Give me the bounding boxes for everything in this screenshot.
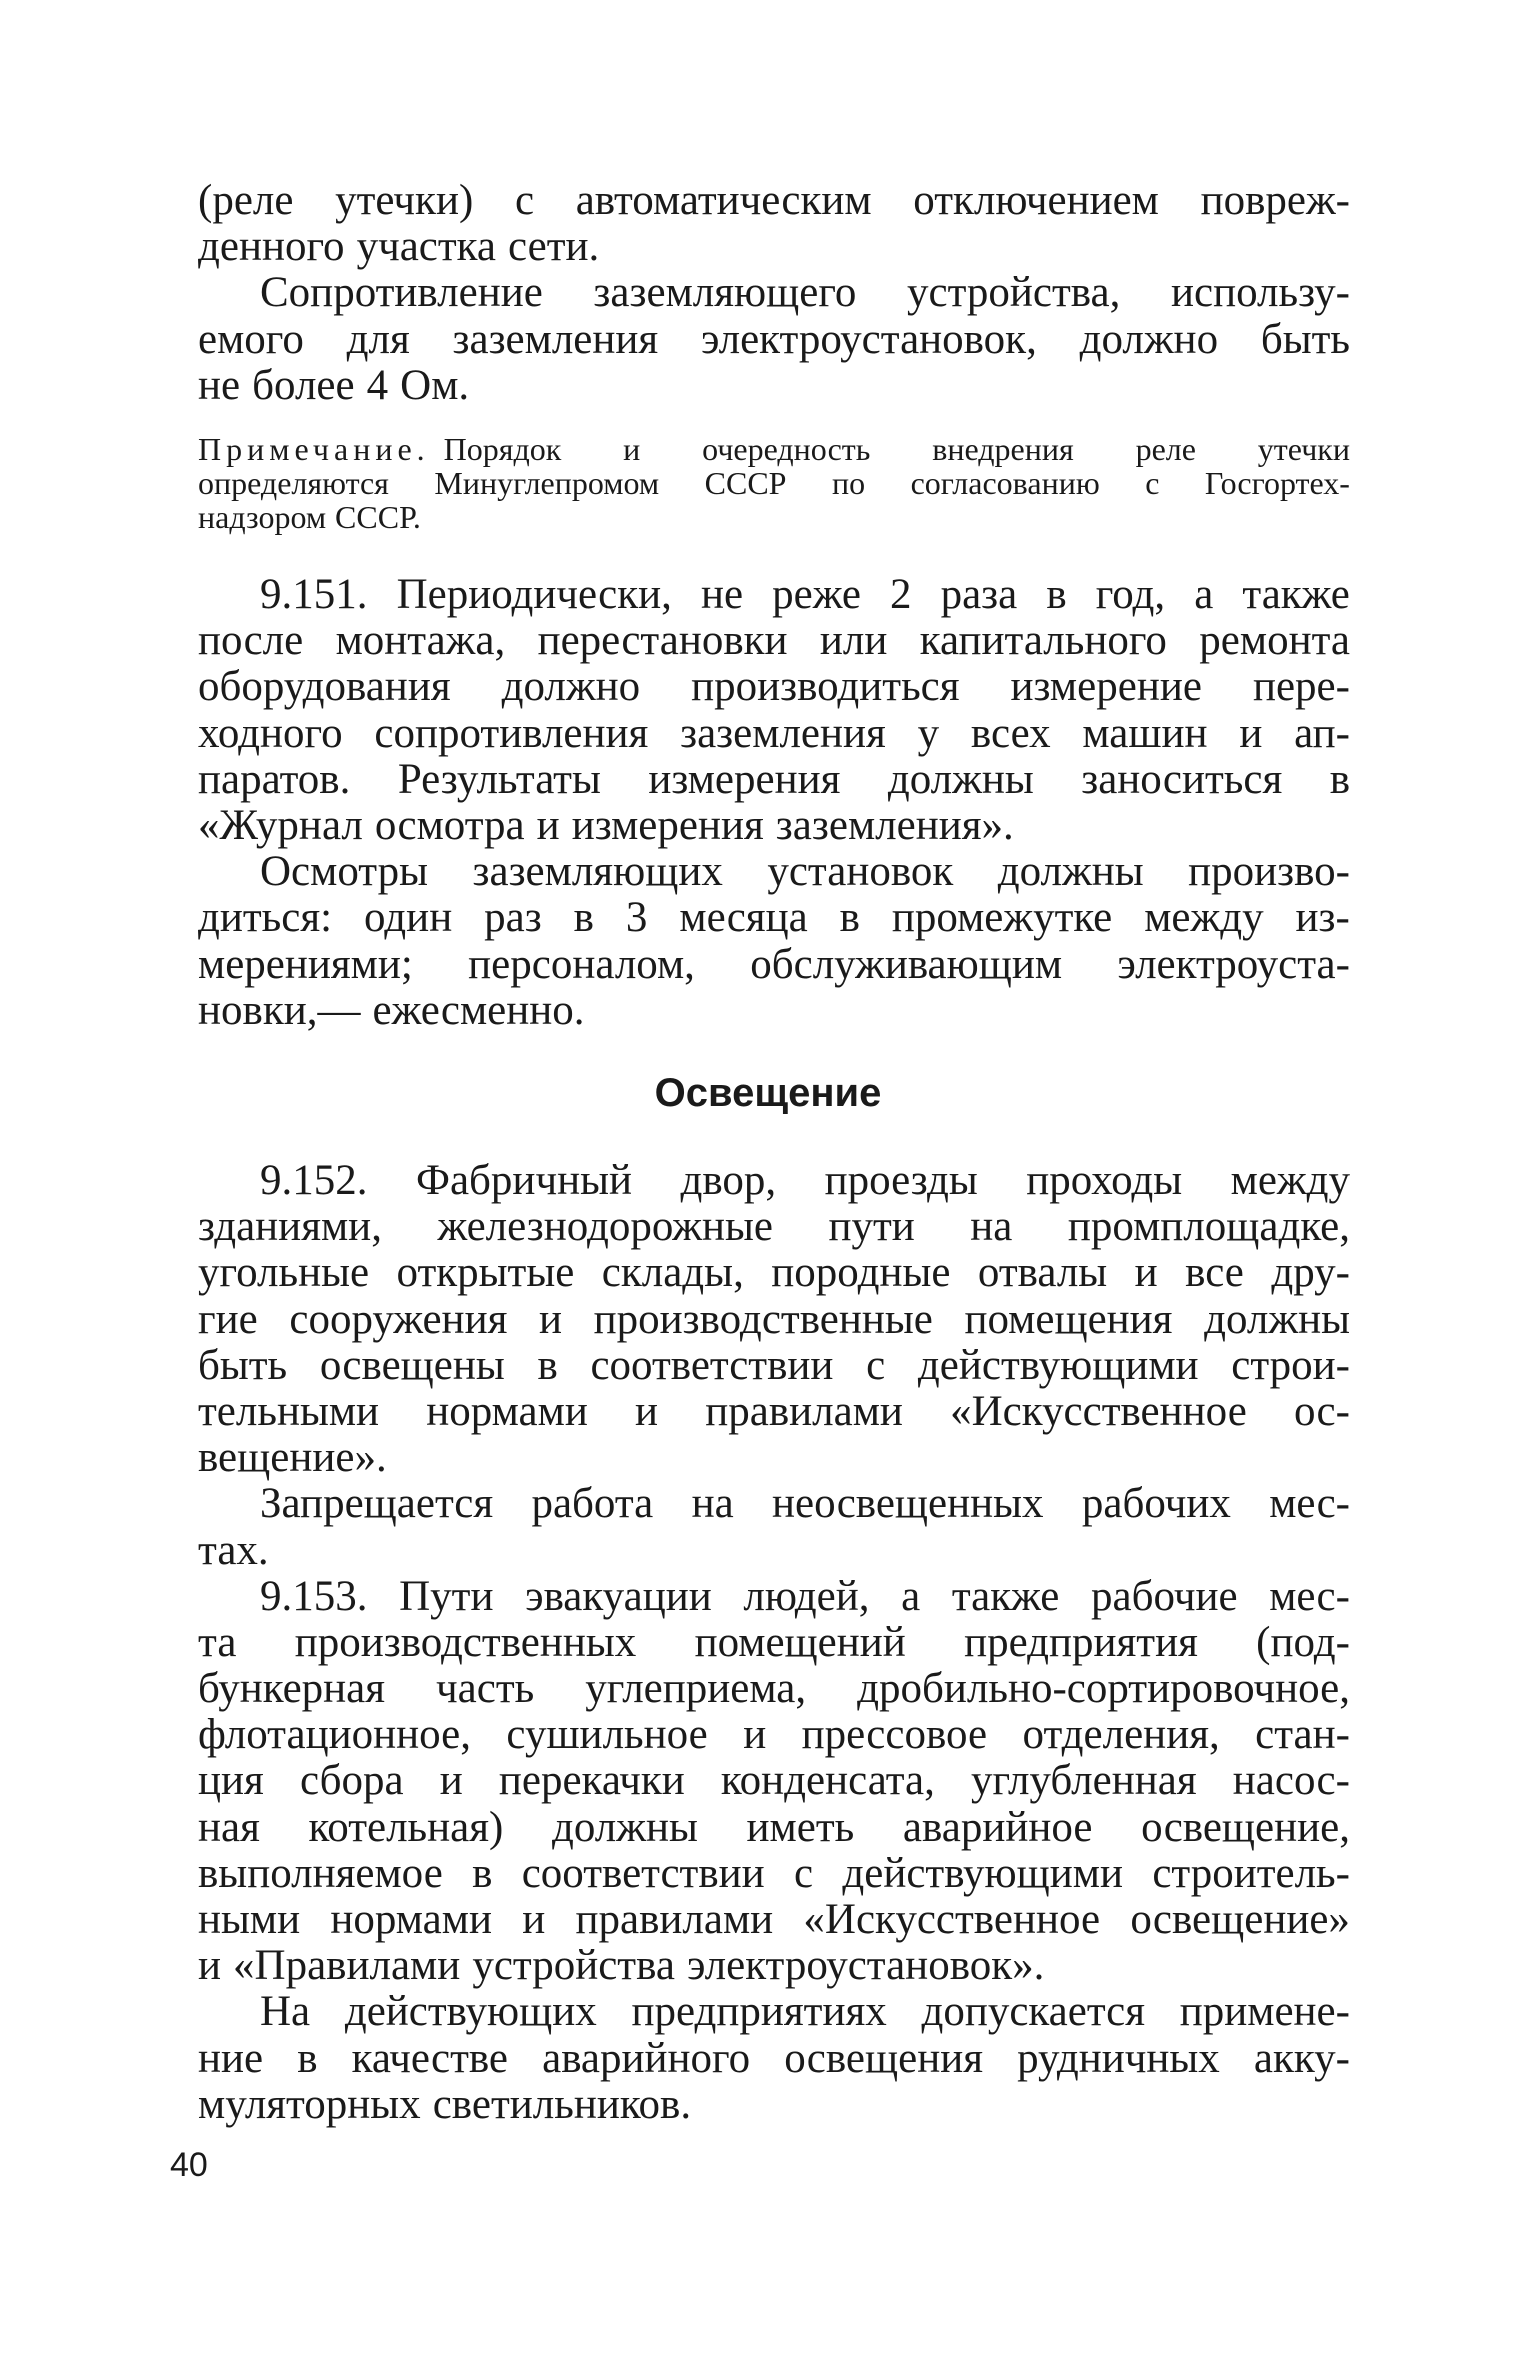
word: сушильное	[506, 1711, 708, 1759]
word: не	[700, 571, 744, 618]
word: людей,	[743, 1572, 870, 1620]
word: электроустановок,	[700, 315, 1037, 363]
word: должны	[887, 755, 1034, 803]
word: светильников.	[432, 2080, 692, 2128]
word: в	[537, 1341, 558, 1389]
text-line	[198, 664, 1350, 710]
word: строитель-	[1152, 1849, 1350, 1897]
word: Ом.	[400, 361, 470, 409]
word: реле	[1135, 431, 1196, 467]
word: заземляющих	[472, 848, 723, 896]
word: промежутке	[891, 894, 1113, 942]
word: в	[472, 1849, 493, 1897]
word: бункерная	[198, 1665, 386, 1713]
word: и	[623, 431, 641, 467]
word: также	[951, 1572, 1060, 1620]
page-number: 40	[170, 2146, 208, 2184]
word: с	[866, 1341, 886, 1389]
word: аварийное	[902, 1803, 1093, 1851]
word: 9.152.	[260, 1157, 368, 1204]
word: конденсата,	[720, 1757, 935, 1805]
word: реже	[772, 571, 861, 618]
word: очередность	[702, 431, 871, 467]
word: «Правилами	[233, 1942, 461, 1990]
word: 9.151.	[260, 571, 368, 618]
word: быть	[198, 1341, 288, 1389]
word: раз	[484, 894, 542, 942]
text-line	[198, 363, 1350, 409]
word: с	[1145, 465, 1160, 501]
word: «Искусственное	[803, 1896, 1101, 1943]
word: а	[1194, 571, 1214, 618]
word: Минуглепромом	[434, 465, 660, 501]
section-9-151	[198, 572, 1350, 1034]
word: капитального	[919, 617, 1167, 665]
text-line	[198, 849, 1350, 895]
word: персоналом,	[468, 940, 695, 988]
text-line	[198, 1989, 1350, 2035]
word: из-	[1295, 894, 1350, 942]
word: а	[901, 1572, 921, 1620]
word: нормами	[330, 1896, 492, 1943]
word: 2	[890, 571, 912, 618]
text-line	[198, 1943, 1350, 1989]
word: двор,	[680, 1157, 777, 1204]
word: в	[1046, 571, 1067, 618]
word: заземляющего	[593, 269, 857, 317]
word: стан-	[1255, 1711, 1350, 1759]
text-line	[198, 317, 1350, 363]
word: емого	[198, 315, 304, 363]
intro-paragraphs	[198, 178, 1350, 409]
text-line	[198, 224, 1350, 270]
word: нормами	[426, 1387, 588, 1435]
word: муляторных	[198, 2080, 421, 2128]
word: должно	[1079, 315, 1219, 363]
word: мерениями;	[198, 940, 413, 988]
word: эвакуации	[525, 1572, 712, 1620]
word: примене-	[1179, 1988, 1350, 2036]
word: качестве	[351, 2034, 509, 2082]
word: та	[198, 1618, 237, 1666]
word: правилами	[705, 1387, 903, 1435]
word: СССР.	[335, 499, 421, 535]
section-9-152-153	[198, 1158, 1350, 2128]
text-line	[198, 572, 1350, 618]
word: на	[691, 1480, 734, 1528]
word: новки,—	[198, 986, 361, 1034]
word: Порядок	[443, 431, 562, 467]
word: зданиями,	[198, 1203, 382, 1251]
text-line	[198, 1620, 1350, 1666]
text-line	[198, 270, 1350, 316]
word: (под-	[1256, 1618, 1350, 1666]
word: работа	[531, 1480, 654, 1528]
text-line	[198, 1758, 1350, 1804]
word: и	[198, 1942, 222, 1990]
text-line	[198, 1851, 1350, 1897]
word: рабочие	[1090, 1572, 1238, 1620]
word: измерения	[648, 755, 841, 803]
text-line	[198, 1481, 1350, 1527]
text-line	[198, 1528, 1350, 1574]
word: надзором	[198, 499, 327, 535]
word: утечки)	[335, 177, 474, 224]
word: месяца	[679, 894, 808, 942]
word: ап-	[1294, 709, 1350, 757]
word: должны	[551, 1803, 698, 1851]
text-line	[198, 1712, 1350, 1758]
word: освещение»	[1130, 1896, 1350, 1943]
word: производственных	[294, 1618, 637, 1666]
word: должны	[997, 848, 1144, 896]
word: ная	[198, 1803, 260, 1851]
word: промплощадке,	[1067, 1203, 1350, 1251]
word: в	[1329, 755, 1350, 803]
word: тах.	[198, 1526, 269, 1574]
word: соответствии	[590, 1341, 834, 1389]
word: Фабричный	[416, 1157, 632, 1204]
text-line	[198, 1574, 1350, 1620]
text-line	[198, 895, 1350, 941]
word: насос-	[1232, 1757, 1350, 1805]
word: отвалы	[977, 1249, 1108, 1297]
word: На	[260, 1988, 311, 2036]
word: все	[1185, 1249, 1244, 1297]
word: утечки	[1257, 431, 1350, 467]
word: Сопротивление	[260, 269, 543, 317]
word: сопротивления	[374, 709, 649, 757]
note-block	[198, 432, 1350, 534]
word: после	[198, 617, 304, 665]
word: ными	[198, 1896, 301, 1943]
word: рудничных	[1017, 2034, 1220, 2082]
word: предприятия	[964, 1618, 1198, 1666]
text-line	[198, 1204, 1350, 1250]
word: действующими	[842, 1849, 1124, 1897]
word: строи-	[1231, 1341, 1350, 1389]
word: повреж-	[1200, 177, 1350, 224]
word: между	[1144, 894, 1264, 942]
word: также	[1242, 571, 1350, 618]
text-line	[198, 942, 1350, 988]
word: ходного	[198, 709, 343, 757]
word: перестановки	[537, 617, 788, 665]
word: более	[252, 361, 355, 409]
word: «Искусственное	[950, 1387, 1247, 1435]
word: электроуста-	[1117, 940, 1350, 988]
word: обслуживающим	[750, 940, 1063, 988]
word: сети.	[508, 223, 600, 271]
word: действующих	[344, 1988, 597, 2036]
word: СССР	[704, 465, 787, 501]
word: осмотра	[374, 801, 525, 849]
word: год,	[1095, 571, 1166, 618]
word: Периодически,	[396, 571, 672, 618]
word: оборудования	[198, 663, 451, 711]
word: освещение,	[1141, 1803, 1350, 1851]
word: выполняемое	[198, 1849, 443, 1897]
text-line	[198, 1805, 1350, 1851]
text-line	[198, 1666, 1350, 1712]
text-line	[198, 1250, 1350, 1296]
word: между	[1230, 1157, 1350, 1204]
text-line	[198, 178, 1350, 224]
word: машин	[1082, 709, 1208, 757]
word: углеприема,	[585, 1665, 807, 1713]
word: использу-	[1170, 269, 1350, 317]
note-line	[198, 500, 1350, 534]
word: ция	[198, 1757, 264, 1805]
word: и	[539, 1295, 563, 1343]
word: автоматическим	[575, 177, 872, 224]
note-line	[198, 432, 1350, 466]
word: 4	[366, 361, 389, 409]
word: предприятиях	[631, 1988, 887, 2036]
word: мес-	[1269, 1480, 1350, 1528]
text-line	[198, 1389, 1350, 1435]
word: ние	[198, 2034, 264, 2082]
word: сбора	[299, 1757, 404, 1805]
word: ремонта	[1199, 617, 1350, 665]
word: на	[970, 1203, 1013, 1251]
word: участка	[356, 223, 497, 271]
word: с	[514, 177, 535, 224]
word: ос-	[1293, 1387, 1350, 1435]
word: в	[839, 894, 860, 942]
word: производственные	[593, 1295, 933, 1343]
word: пути	[828, 1203, 915, 1251]
word: в	[297, 2034, 318, 2082]
word: правилами	[575, 1896, 774, 1943]
word: и	[522, 1896, 546, 1943]
word: у	[917, 709, 940, 757]
word: ежесменно.	[372, 986, 585, 1034]
text-line	[198, 711, 1350, 757]
word: угольные	[198, 1249, 370, 1297]
word: и	[439, 1757, 463, 1805]
word: «Журнал	[198, 801, 363, 849]
word: раза	[940, 571, 1018, 618]
word: устройства	[472, 1942, 675, 1990]
text-line	[198, 2036, 1350, 2082]
word: установок	[767, 848, 954, 896]
word: открытые	[396, 1249, 575, 1297]
word: внедрения	[932, 431, 1074, 467]
word: и	[1239, 709, 1263, 757]
word: заноситься	[1081, 755, 1283, 803]
note-label: Примечание.	[198, 431, 430, 467]
word: освещения	[784, 2034, 984, 2082]
word: вещение».	[198, 1434, 387, 1482]
word: 3	[625, 894, 648, 942]
word: заземления	[680, 709, 886, 757]
word: в	[573, 894, 594, 942]
word: Госгортех-	[1204, 465, 1350, 501]
word: (реле	[198, 177, 294, 224]
word: Осмотры	[260, 848, 428, 896]
word: часть	[436, 1665, 535, 1713]
word: быть	[1260, 315, 1350, 363]
word: перекачки	[498, 1757, 685, 1805]
word: железнодорожные	[437, 1203, 773, 1251]
text-line	[198, 1343, 1350, 1389]
word: Результаты	[397, 755, 601, 803]
word: дру-	[1271, 1249, 1350, 1297]
word: произво-	[1188, 848, 1350, 896]
text-line	[198, 1297, 1350, 1343]
word: согласованию	[910, 465, 1100, 501]
word: пере-	[1252, 663, 1350, 711]
word: иметь	[746, 1803, 855, 1851]
word: измерение	[1010, 663, 1202, 711]
word: углубленная	[971, 1757, 1197, 1805]
word: прессовое	[801, 1711, 988, 1759]
word: соответствии	[521, 1849, 765, 1897]
word: акку-	[1253, 2034, 1350, 2082]
word: для	[346, 315, 410, 363]
word: действующими	[917, 1341, 1199, 1389]
word: помещений	[694, 1618, 906, 1666]
word: Пути	[399, 1572, 494, 1620]
word: склады,	[601, 1249, 744, 1297]
text-line	[198, 803, 1350, 849]
word: котельная)	[308, 1803, 504, 1851]
word: и	[1134, 1249, 1158, 1297]
word: гие	[198, 1295, 258, 1343]
word: измерения	[571, 801, 764, 849]
word: должны	[1204, 1295, 1350, 1343]
word: или	[819, 617, 888, 665]
word: отделения,	[1022, 1711, 1220, 1759]
word: отключением	[913, 177, 1159, 224]
word: не	[198, 361, 241, 409]
word: паратов.	[198, 755, 351, 803]
word: сооружения	[289, 1295, 508, 1343]
word: Запрещается	[260, 1480, 494, 1528]
text-line	[198, 988, 1350, 1034]
word: заземления».	[775, 801, 1014, 849]
word: и	[743, 1711, 767, 1759]
word: неосвещенных	[772, 1480, 1044, 1528]
text-line	[198, 618, 1350, 664]
text-line	[198, 2082, 1350, 2128]
word: мес-	[1269, 1572, 1350, 1620]
word: с	[793, 1849, 814, 1897]
word: определяются	[198, 465, 389, 501]
word: один	[364, 894, 453, 942]
word: монтажа,	[335, 617, 506, 665]
note-text	[430, 432, 1350, 466]
word: производиться	[691, 663, 960, 711]
word: освещены	[319, 1341, 505, 1389]
word: денного	[198, 223, 345, 271]
word: заземления	[452, 315, 659, 363]
word: аварийного	[542, 2034, 751, 2082]
word: флотационное,	[198, 1711, 471, 1759]
text-line	[198, 1897, 1350, 1943]
word: тельными	[198, 1387, 380, 1435]
word: электроустановок».	[686, 1942, 1045, 1990]
word: породные	[771, 1249, 951, 1297]
word: и	[635, 1387, 659, 1435]
word: проходы	[1026, 1157, 1183, 1204]
word: допускается	[921, 1988, 1146, 2036]
word: по	[831, 465, 866, 501]
word: дробильно-сортировочное,	[857, 1665, 1350, 1713]
word: проезды	[824, 1157, 978, 1204]
word: должно	[501, 663, 641, 711]
text-line	[198, 757, 1350, 803]
text-line	[198, 1158, 1350, 1204]
word: всех	[970, 709, 1051, 757]
word: устройства,	[907, 269, 1121, 317]
word: диться:	[198, 894, 333, 942]
word: рабочих	[1081, 1480, 1231, 1528]
section-heading: Освещение	[654, 1071, 882, 1115]
word: помещения	[964, 1295, 1173, 1343]
word: 9.153.	[260, 1572, 368, 1620]
word: и	[536, 801, 560, 849]
text-line	[198, 1435, 1350, 1481]
note-line	[198, 466, 1350, 500]
